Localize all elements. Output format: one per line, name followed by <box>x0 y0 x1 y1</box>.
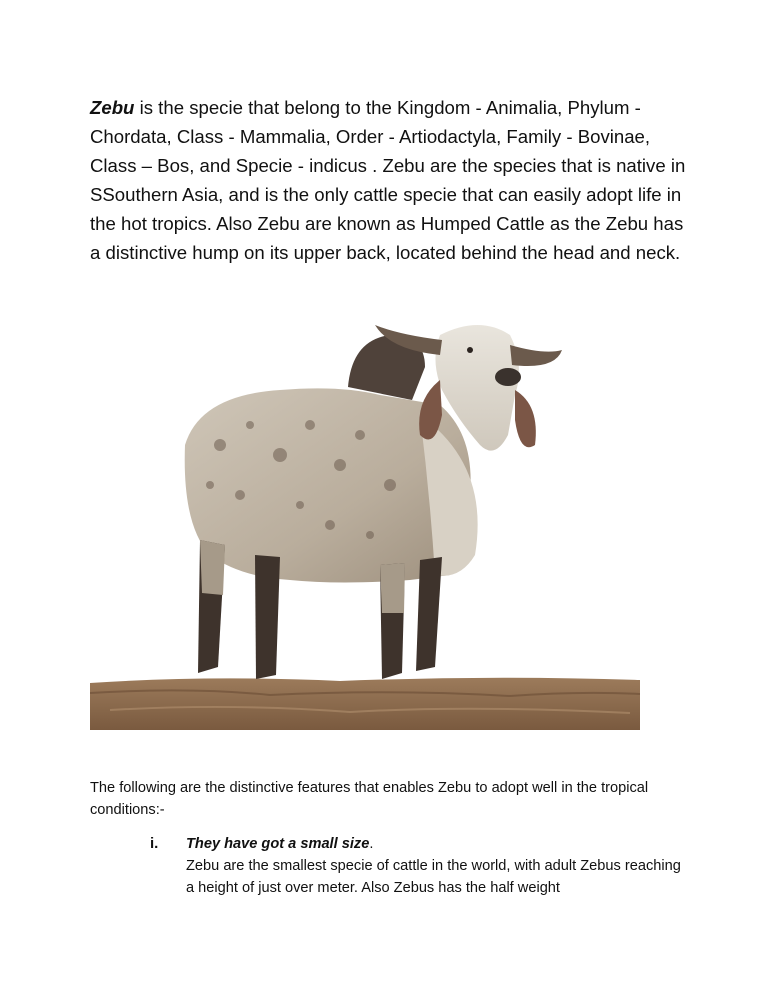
zebu-illustration <box>90 295 640 730</box>
features-intro: The following are the distinctive features that enables Zebu to adopt well in the tropical conditions:- <box>90 780 649 818</box>
ground-soil <box>90 678 640 730</box>
list-item-body <box>186 833 686 899</box>
intro-text: is the specie that belong to the Kingdom - Animalia, Phylum - Chordata, Class - Mammalia, Order - Artiodactyla, Family - Bovinae, Class – Bos, and Specie - indicus . Zebu are the species that is native in SSouthern Asia, and is the only cattle specie that can easily adopt life in the hot tropics. Also Zebu are known as Humped Cattle as the Zebu has a distinctive hump on its upper back, located behind the head and neck. <box>90 97 686 263</box>
zebu-figure <box>90 295 640 730</box>
intro-paragraph <box>90 93 690 267</box>
intro-lead-term: Zebu <box>90 97 135 118</box>
list-marker: i. <box>150 835 159 852</box>
feature-text: Zebu are the smallest specie of cattle in the world, with adult Zebus reaching a height of just over meter. Also Zebus has the half weight <box>186 858 681 896</box>
feature-title-suffix: . <box>369 836 374 852</box>
feature-title: They have got a small size <box>186 836 370 852</box>
